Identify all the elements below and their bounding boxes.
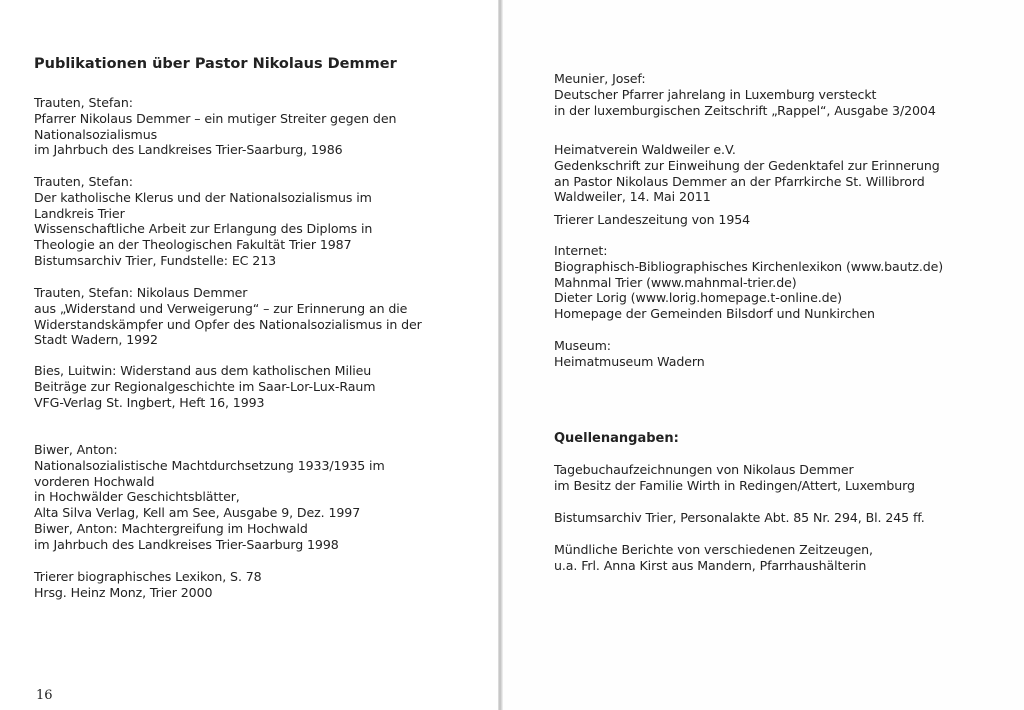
bibliography-entry (554, 142, 940, 205)
bibliography-entry (34, 521, 339, 553)
entry-line: Biographisch-Bibliographisches Kirchenlexikon (www.bautz.de) (554, 258, 944, 274)
entry-line: Trauten, Stefan: (34, 95, 133, 110)
entry-line: Biwer, Anton: (34, 442, 118, 457)
bibliography-entry (554, 243, 943, 322)
entry-line: Bies, Luitwin: Widerstand aus dem katholischen Milieu (34, 363, 372, 378)
entry-line: Dieter Lorig (www.lorig.homepage.t-online.de) (554, 290, 842, 306)
entry-line: Pfarrer Nikolaus Demmer – ein mutiger Streiter gegen den (34, 110, 397, 126)
bibliography-entry (554, 542, 873, 574)
entry-line: an Pastor Nikolaus Demmer an der Pfarrkirche St. Willibrord (554, 173, 925, 189)
bibliography-entry (34, 363, 375, 410)
entry-line: Heimatverein Waldweiler e.V. (554, 142, 736, 157)
entry-line: aus „Widerstand und Verweigerung“ – zur Erinnerung an die (34, 300, 408, 316)
entry-line: im Besitz der Familie Wirth in Redingen/Attert, Luxemburg (554, 477, 915, 493)
entry-line: Alta Silva Verlag, Kell am See, Ausgabe 9, Dez. 1997 (34, 505, 361, 521)
entry-line: Trauten, Stefan: (34, 174, 133, 189)
entry-line: Mahnmal Trier (www.mahnmal-trier.de) (554, 274, 797, 290)
entry-line: im Jahrbuch des Landkreises Trier-Saarburg 1998 (34, 536, 339, 552)
bibliography-entry (34, 174, 372, 269)
entry-line: Waldweiler, 14. Mai 2011 (554, 189, 711, 205)
entry-line: Internet: (554, 243, 608, 258)
left-page (0, 0, 500, 710)
entry-line: Der katholische Klerus und der Nationalsozialismus im (34, 189, 372, 205)
entry-line: Meunier, Josef: (554, 71, 646, 86)
entry-line: Nationalsozialismus (34, 126, 158, 142)
entry-line: u.a. Frl. Anna Kirst aus Mandern, Pfarrhaushälterin (554, 557, 867, 573)
page-number: 16 (36, 688, 53, 703)
entry-line: Hrsg. Heinz Monz, Trier 2000 (34, 584, 213, 600)
entry-line: in der luxemburgischen Zeitschrift „Rappel“, Ausgabe 3/2004 (554, 102, 936, 118)
entry-line: Bistumsarchiv Trier, Personalakte Abt. 85 Nr. 294, Bl. 245 ff. (554, 510, 925, 525)
entry-line: Deutscher Pfarrer jahrelang in Luxemburg versteckt (554, 86, 877, 102)
entry-line: Nationalsozialistische Machtdurchsetzung 1933/1935 im (34, 457, 385, 473)
entry-line: im Jahrbuch des Landkreises Trier-Saarburg, 1986 (34, 142, 343, 158)
entry-line: Heimatmuseum Wadern (554, 353, 705, 369)
right-page (503, 0, 1024, 710)
entry-line: Homepage der Gemeinden Bilsdorf und Nunkirchen (554, 306, 875, 322)
bibliography-entry (34, 442, 385, 521)
entry-line: Gedenkschrift zur Einweihung der Gedenktafel zur Erinnerung (554, 157, 940, 173)
sources-heading: Quellenangaben: (554, 431, 679, 446)
entry-line: vorderen Hochwald (34, 473, 155, 489)
entry-line: Mündliche Berichte von verschiedenen Zeitzeugen, (554, 542, 873, 557)
entry-line: Tagebuchaufzeichnungen von Nikolaus Demmer (554, 462, 854, 477)
entry-line: VFG-Verlag St. Ingbert, Heft 16, 1993 (34, 394, 265, 410)
entry-line: Museum: (554, 338, 611, 353)
entry-line: Beiträge zur Regionalgeschichte im Saar-Lor-Lux-Raum (34, 378, 376, 394)
bibliography-entry (554, 462, 915, 494)
bibliography-entry (554, 212, 750, 228)
entry-line: Biwer, Anton: Machtergreifung im Hochwald (34, 521, 308, 536)
bibliography-entry (34, 569, 262, 601)
entry-line: in Hochwälder Geschichtsblätter, (34, 489, 240, 505)
bibliography-entry (554, 71, 936, 118)
page-heading: Publikationen über Pastor Nikolaus Demmer (34, 56, 397, 72)
entry-line: Landkreis Trier (34, 205, 125, 221)
bibliography-entry (34, 285, 422, 348)
entry-line: Widerstandskämpfer und Opfer des Nationalsozialismus in der (34, 316, 422, 332)
bibliography-entry (554, 510, 925, 526)
entry-line: Trierer Landeszeitung von 1954 (554, 212, 751, 227)
entry-line: Stadt Wadern, 1992 (34, 332, 158, 348)
bibliography-entry (34, 95, 396, 158)
entry-line: Trierer biographisches Lexikon, S. 78 (34, 569, 262, 584)
entry-line: Bistumsarchiv Trier, Fundstelle: EC 213 (34, 252, 277, 268)
entry-line: Theologie an der Theologischen Fakultät Trier 1987 (34, 237, 352, 253)
entry-line: Wissenschaftliche Arbeit zur Erlangung des Diploms in (34, 221, 373, 237)
bibliography-entry (554, 338, 705, 370)
entry-line: Trauten, Stefan: Nikolaus Demmer (34, 285, 248, 300)
